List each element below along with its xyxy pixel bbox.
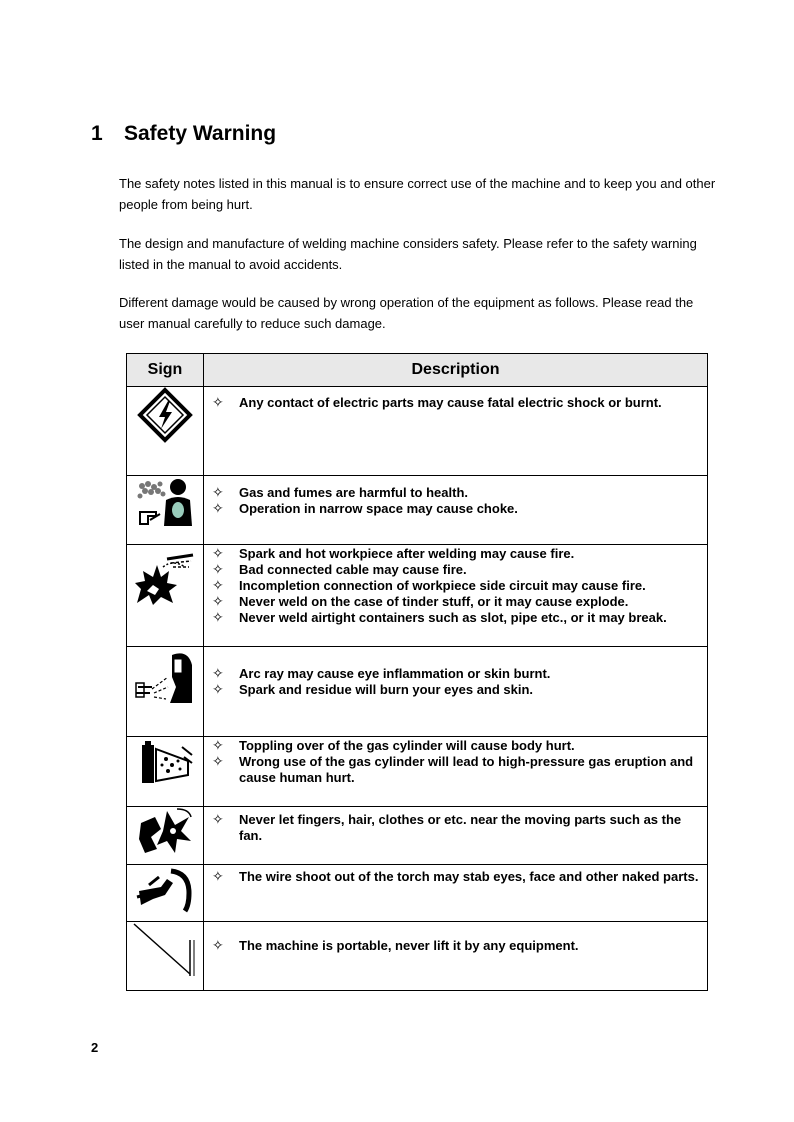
bullet-icon: ✧: [212, 501, 224, 517]
table-row: [127, 476, 708, 545]
table-header-row: [127, 354, 708, 387]
bullet-icon: ✧: [212, 562, 224, 578]
table-row: [127, 922, 708, 991]
arc-ray-icon: [132, 647, 198, 707]
page-number: 2: [91, 1040, 99, 1055]
list-item: ✧ The wire shoot out of the torch may stab eyes, face and other naked parts.: [212, 869, 699, 885]
sign-cell: [127, 865, 204, 922]
list-item: ✧ Arc ray may cause eye inflammation or skin burnt.: [212, 666, 551, 682]
bullet-icon: ✧: [212, 578, 224, 594]
table-row: [127, 647, 708, 737]
bullet-icon: ✧: [212, 395, 224, 411]
table-row: [127, 865, 708, 922]
bullet-icon: ✧: [212, 812, 224, 828]
fire-explosion-icon: [133, 545, 197, 609]
description-cell: [204, 647, 708, 737]
list-item: ✧ Incompletion connection of workpiece side circuit may cause fire.: [212, 578, 646, 594]
electric-shock-icon: [137, 387, 193, 443]
table-row: [127, 545, 708, 647]
safety-sign-table: [126, 353, 708, 991]
bullet-icon: ✧: [212, 738, 224, 754]
list-item: ✧ Any contact of electric parts may cause fatal electric shock or burnt.: [212, 395, 662, 411]
list-item: ✧ The machine is portable, never lift it by any equipment.: [212, 938, 579, 954]
description-column-header: Description: [204, 354, 708, 387]
bullet-icon: ✧: [212, 754, 224, 770]
sign-cell: [127, 737, 204, 807]
description-cell: [204, 737, 708, 807]
list-item: ✧ Spark and residue will burn your eyes and skin.: [212, 682, 534, 698]
table-row: [127, 807, 708, 865]
gas-fumes-icon: [134, 476, 196, 532]
bullet-icon: ✧: [212, 869, 224, 885]
gas-cylinder-icon: [136, 737, 194, 787]
sign-cell: [127, 922, 204, 991]
table-row: [127, 387, 708, 476]
bullet-icon: ✧: [212, 666, 224, 682]
wire-shoot-icon: [135, 865, 195, 913]
list-item: ✧ Operation in narrow space may cause choke.: [212, 501, 518, 517]
bullet-icon: ✧: [212, 485, 224, 501]
bullet-icon: ✧: [212, 938, 224, 954]
intro-paragraph-2: The design and manufacture of welding machine considers safety. Please refer to the safety warning listed in the manual to avoid accidents.: [119, 236, 697, 272]
table-row: [127, 737, 708, 807]
description-cell: [204, 387, 708, 476]
sign-cell: [127, 387, 204, 476]
intro-paragraph-3: Different damage would be caused by wrong operation of the equipment as follows. Please read the user manual carefully to reduce such damage.: [119, 295, 694, 331]
sign-cell: [127, 545, 204, 647]
description-cell: [204, 807, 708, 865]
intro-paragraph-1: The safety notes listed in this manual is to ensure correct use of the machine and to keep you and other people from being hurt.: [119, 176, 716, 212]
bullet-icon: ✧: [212, 546, 224, 562]
bullet-icon: ✧: [212, 610, 224, 626]
list-item: ✧ Never let fingers, hair, clothes or etc. near the moving parts such as the fan.: [212, 812, 682, 843]
list-item: ✧ Gas and fumes are harmful to health.: [212, 485, 468, 501]
section-number: 1: [91, 122, 103, 145]
list-item: ✧ Toppling over of the gas cylinder will cause body hurt.: [212, 738, 575, 754]
section-title: Safety Warning: [124, 122, 277, 145]
list-item: ✧ Bad connected cable may cause fire.: [212, 562, 467, 578]
description-cell: [204, 922, 708, 991]
section-heading: [91, 121, 276, 147]
sign-cell: [127, 476, 204, 545]
bullet-icon: ✧: [212, 682, 224, 698]
description-cell: [204, 476, 708, 545]
description-cell: [204, 545, 708, 647]
sign-column-header: Sign: [127, 354, 204, 387]
sign-cell: [127, 807, 204, 865]
description-cell: [204, 865, 708, 922]
list-item: ✧ Never weld airtight containers such as slot, pipe etc., or it may break.: [212, 610, 667, 626]
list-item: ✧ Wrong use of the gas cylinder will lead to high-pressure gas eruption and cause human hurt.: [212, 754, 694, 785]
moving-parts-icon: [137, 807, 193, 857]
list-item: ✧ Never weld on the case of tinder stuff, or it may cause explode.: [212, 594, 629, 610]
bullet-icon: ✧: [212, 594, 224, 610]
list-item: ✧ Spark and hot workpiece after welding may cause fire.: [212, 546, 575, 562]
no-lifting-icon: [132, 922, 198, 978]
sign-cell: [127, 647, 204, 737]
